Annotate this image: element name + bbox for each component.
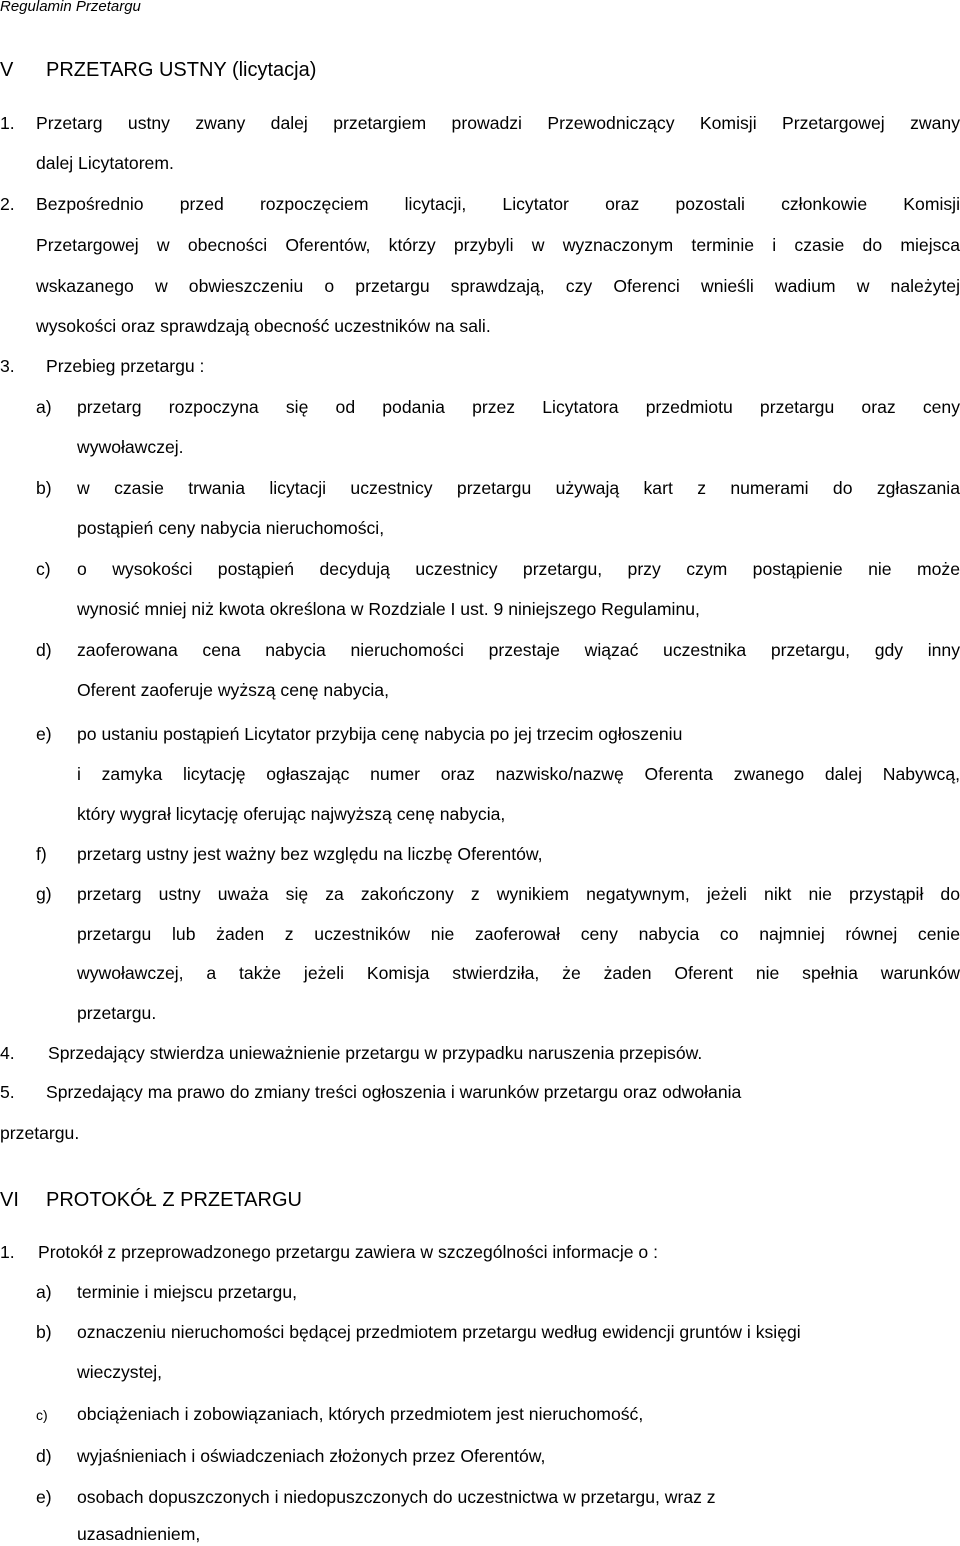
paragraph-number: 3. xyxy=(0,356,15,376)
paragraph-line: wskazanego w obwieszczeniu o przetargu sprawdzają, czy Oferenci wnieśli wadium w należytej xyxy=(36,276,960,296)
paragraph-line: Bezpośrednio przed rozpoczęciem licytacji, Licytator oraz pozostali członkowie Komisji xyxy=(36,194,960,214)
list-label: f) xyxy=(36,844,47,864)
list-line: zaoferowana cena nabycia nieruchomości przestaje wiązać uczestnika przetargu, gdy inny xyxy=(77,640,960,660)
list-label: d) xyxy=(36,1446,52,1466)
section-title: PROTOKÓŁ Z PRZETARGU xyxy=(46,1189,302,1211)
list-label: c) xyxy=(36,559,51,579)
list-line: przetarg ustny uważa się za zakończony z wynikiem negatywnym, jeżeli nikt nie przystąpił do xyxy=(77,884,960,904)
list-line: przetarg rozpoczyna się od podania przez Licytatora przedmiotu przetargu oraz ceny xyxy=(77,397,960,417)
list-line: terminie i miejscu przetargu, xyxy=(77,1282,297,1302)
running-header: Regulamin Przetargu xyxy=(0,0,141,15)
paragraph-number: 1. xyxy=(0,113,15,133)
section-number: V xyxy=(0,59,14,81)
paragraph-line: przetargu. xyxy=(0,1123,80,1143)
list-line: obciążeniach i zobowiązaniach, których przedmiotem jest nieruchomość, xyxy=(77,1404,644,1424)
list-line: wywoławczej, a także jeżeli Komisja stwierdziła, że żaden Oferent nie spełnia warunków xyxy=(77,963,960,983)
paragraph-line: wysokości oraz sprawdzają obecność uczestników na sali. xyxy=(36,316,491,336)
list-line: wynosić mniej niż kwota określona w Rozdziale I ust. 9 niniejszego Regulaminu, xyxy=(77,599,700,619)
list-label: a) xyxy=(36,397,52,417)
list-label: b) xyxy=(36,478,52,498)
list-line: przetargu lub żaden z uczestników nie zaoferował ceny nabycia co najmniej równej cenie xyxy=(77,924,960,944)
list-line: wieczystej, xyxy=(77,1362,163,1382)
list-label: d) xyxy=(36,640,52,660)
list-line: postąpień ceny nabycia nieruchomości, xyxy=(77,518,385,538)
list-line: wyjaśnieniach i oświadczeniach złożonych przez Oferentów, xyxy=(77,1446,546,1466)
paragraph-line: dalej Licytatorem. xyxy=(36,153,174,173)
list-line: Oferent zaoferuje wyższą cenę nabycia, xyxy=(77,680,389,700)
list-line: uzasadnieniem, xyxy=(77,1524,201,1544)
paragraph-line: Przetarg ustny zwany dalej przetargiem prowadzi Przewodniczący Komisji Przetargowej zwany xyxy=(36,113,960,133)
list-line: o wysokości postąpień decydują uczestnicy przetargu, przy czym postąpienie nie może xyxy=(77,559,960,579)
list-line: i zamyka licytację ogłaszając numer oraz nazwisko/nazwę Oferenta zwanego dalej Nabywcą, xyxy=(77,764,960,784)
list-line: przetargu. xyxy=(77,1003,157,1023)
list-line: przetarg ustny jest ważny bez względu na liczbę Oferentów, xyxy=(77,844,543,864)
list-label: b) xyxy=(36,1322,52,1342)
paragraph-line: Sprzedający ma prawo do zmiany treści ogłoszenia i warunków przetargu oraz odwołania xyxy=(46,1082,742,1102)
list-line: w czasie trwania licytacji uczestnicy przetargu używają kart z numerami do zgłaszania xyxy=(77,478,960,498)
paragraph-line: Sprzedający stwierdza unieważnienie przetargu w przypadku naruszenia przepisów. xyxy=(48,1043,703,1063)
section-title: PRZETARG USTNY (licytacja) xyxy=(46,59,317,81)
paragraph-line: Przetargowej w obecności Oferentów, którzy przybyli w wyznaczonym terminie i czasie do miejsca xyxy=(36,235,960,255)
paragraph-number: 4. xyxy=(0,1043,15,1063)
paragraph-number: 2. xyxy=(0,194,15,214)
paragraph-number: 5. xyxy=(0,1082,15,1102)
list-label: c) xyxy=(36,1407,48,1423)
paragraph-title: Protokół z przeprowadzonego przetargu zawiera w szczególności informacje o : xyxy=(38,1242,658,1262)
section-number: VI xyxy=(0,1189,19,1211)
paragraph-title: Przebieg przetargu : xyxy=(46,356,205,376)
list-label: a) xyxy=(36,1282,52,1302)
list-label: g) xyxy=(36,884,52,904)
paragraph-number: 1. xyxy=(0,1242,15,1262)
list-line: oznaczeniu nieruchomości będącej przedmiotem przetargu według ewidencji gruntów i księgi xyxy=(77,1322,801,1342)
list-line: po ustaniu postąpień Licytator przybija cenę nabycia po jej trzecim ogłoszeniu xyxy=(77,724,683,744)
list-line: osobach dopuszczonych i niedopuszczonych do uczestnictwa w przetargu, wraz z xyxy=(77,1487,716,1507)
list-label: e) xyxy=(36,724,52,744)
list-label: e) xyxy=(36,1487,52,1507)
list-line: wywoławczej. xyxy=(77,437,184,457)
list-line: który wygrał licytację oferując najwyższą cenę nabycia, xyxy=(77,804,506,824)
